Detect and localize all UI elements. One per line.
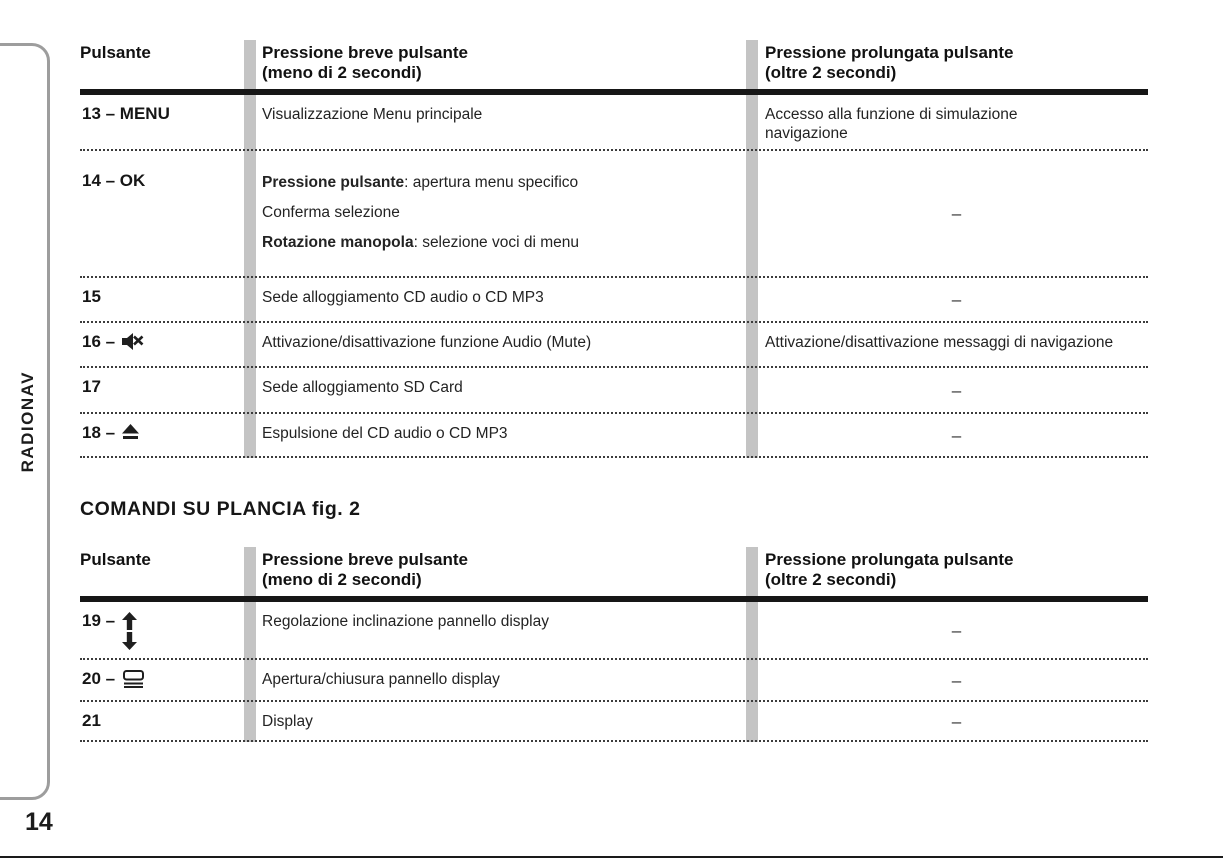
button-label: 17 [82,377,101,396]
button-label: 19 – [80,602,262,658]
table-row-17-sd-slot [80,368,1148,414]
buttons-table-1 [80,40,1148,458]
table-row-21-display [80,702,1148,742]
panel-open-close-icon [122,670,145,688]
short-press-cell: Visualizzazione Menu principale [262,106,483,123]
short-press-cell: Apertura/chiusura pannello display [262,671,500,688]
table-row-14-ok [80,151,1148,278]
button-label: 16 – [80,323,262,366]
section-tab [0,43,50,800]
button-label: 15 [82,287,101,306]
table-row-16-mute [80,323,1148,368]
header-long-press: Pressione prolungata pulsante (oltre 2 secondi) [765,550,1014,589]
long-press-cell: Attivazione/disattivazione messaggi di navigazione [765,334,1114,351]
table-row-20-panel [80,660,1148,702]
short-press-cell: Sede alloggiamento CD audio o CD MP3 [262,289,544,306]
long-press-cell: – [951,204,962,223]
header-short-press: Pressione breve pulsante (meno di 2 secondi) [262,43,468,82]
short-press-cell: Display [262,713,313,730]
long-press-cell: – [951,290,962,309]
table-row-18-eject [80,414,1148,458]
page-number: 14 [25,808,53,836]
short-press-cell: Pressione pulsante: apertura menu specifico Conferma selezione Rotazione manopola: selezione voci di menu [262,174,579,251]
sidebar-section-label: RADIONAV [18,370,37,473]
header-button: Pulsante [80,550,151,569]
long-press-cell: – [951,670,962,690]
long-press-cell: – [951,620,962,640]
button-label: 18 – [80,414,262,456]
long-press-cell: Accesso alla funzione di simulazione navigazione [765,106,1018,142]
button-label: 13 – MENU [82,104,170,123]
short-press-cell: Attivazione/disattivazione funzione Audio (Mute) [262,334,592,351]
mute-speaker-icon [122,333,144,350]
header-long-press: Pressione prolungata pulsante (oltre 2 secondi) [765,43,1014,82]
table-row-19-tilt [80,602,1148,660]
button-label: 14 – OK [82,171,146,190]
long-press-cell: – [951,425,962,445]
table2-header-row [80,547,1148,602]
table-row-13-menu [80,95,1148,151]
short-press-cell: Espulsione del CD audio o CD MP3 [262,425,508,442]
short-press-cell: Regolazione inclinazione pannello display [262,613,549,630]
button-label: 21 [82,711,101,730]
table-row-15-cd-slot [80,278,1148,323]
bottom-rule [0,856,1223,859]
header-short-press: Pressione breve pulsante (meno di 2 secondi) [262,550,468,589]
button-label: 20 – [80,660,262,700]
long-press-cell: – [951,711,962,731]
short-press-cell: Sede alloggiamento SD Card [262,379,463,396]
section-title: COMANDI SU PLANCIA fig. 2 [80,498,361,520]
table1-header-row [80,40,1148,95]
eject-icon [122,424,139,439]
header-button: Pulsante [80,43,151,62]
long-press-cell: – [951,380,962,400]
page-content [80,40,1148,742]
tilt-up-down-arrows-icon [122,612,137,650]
buttons-table-2 [80,547,1148,742]
